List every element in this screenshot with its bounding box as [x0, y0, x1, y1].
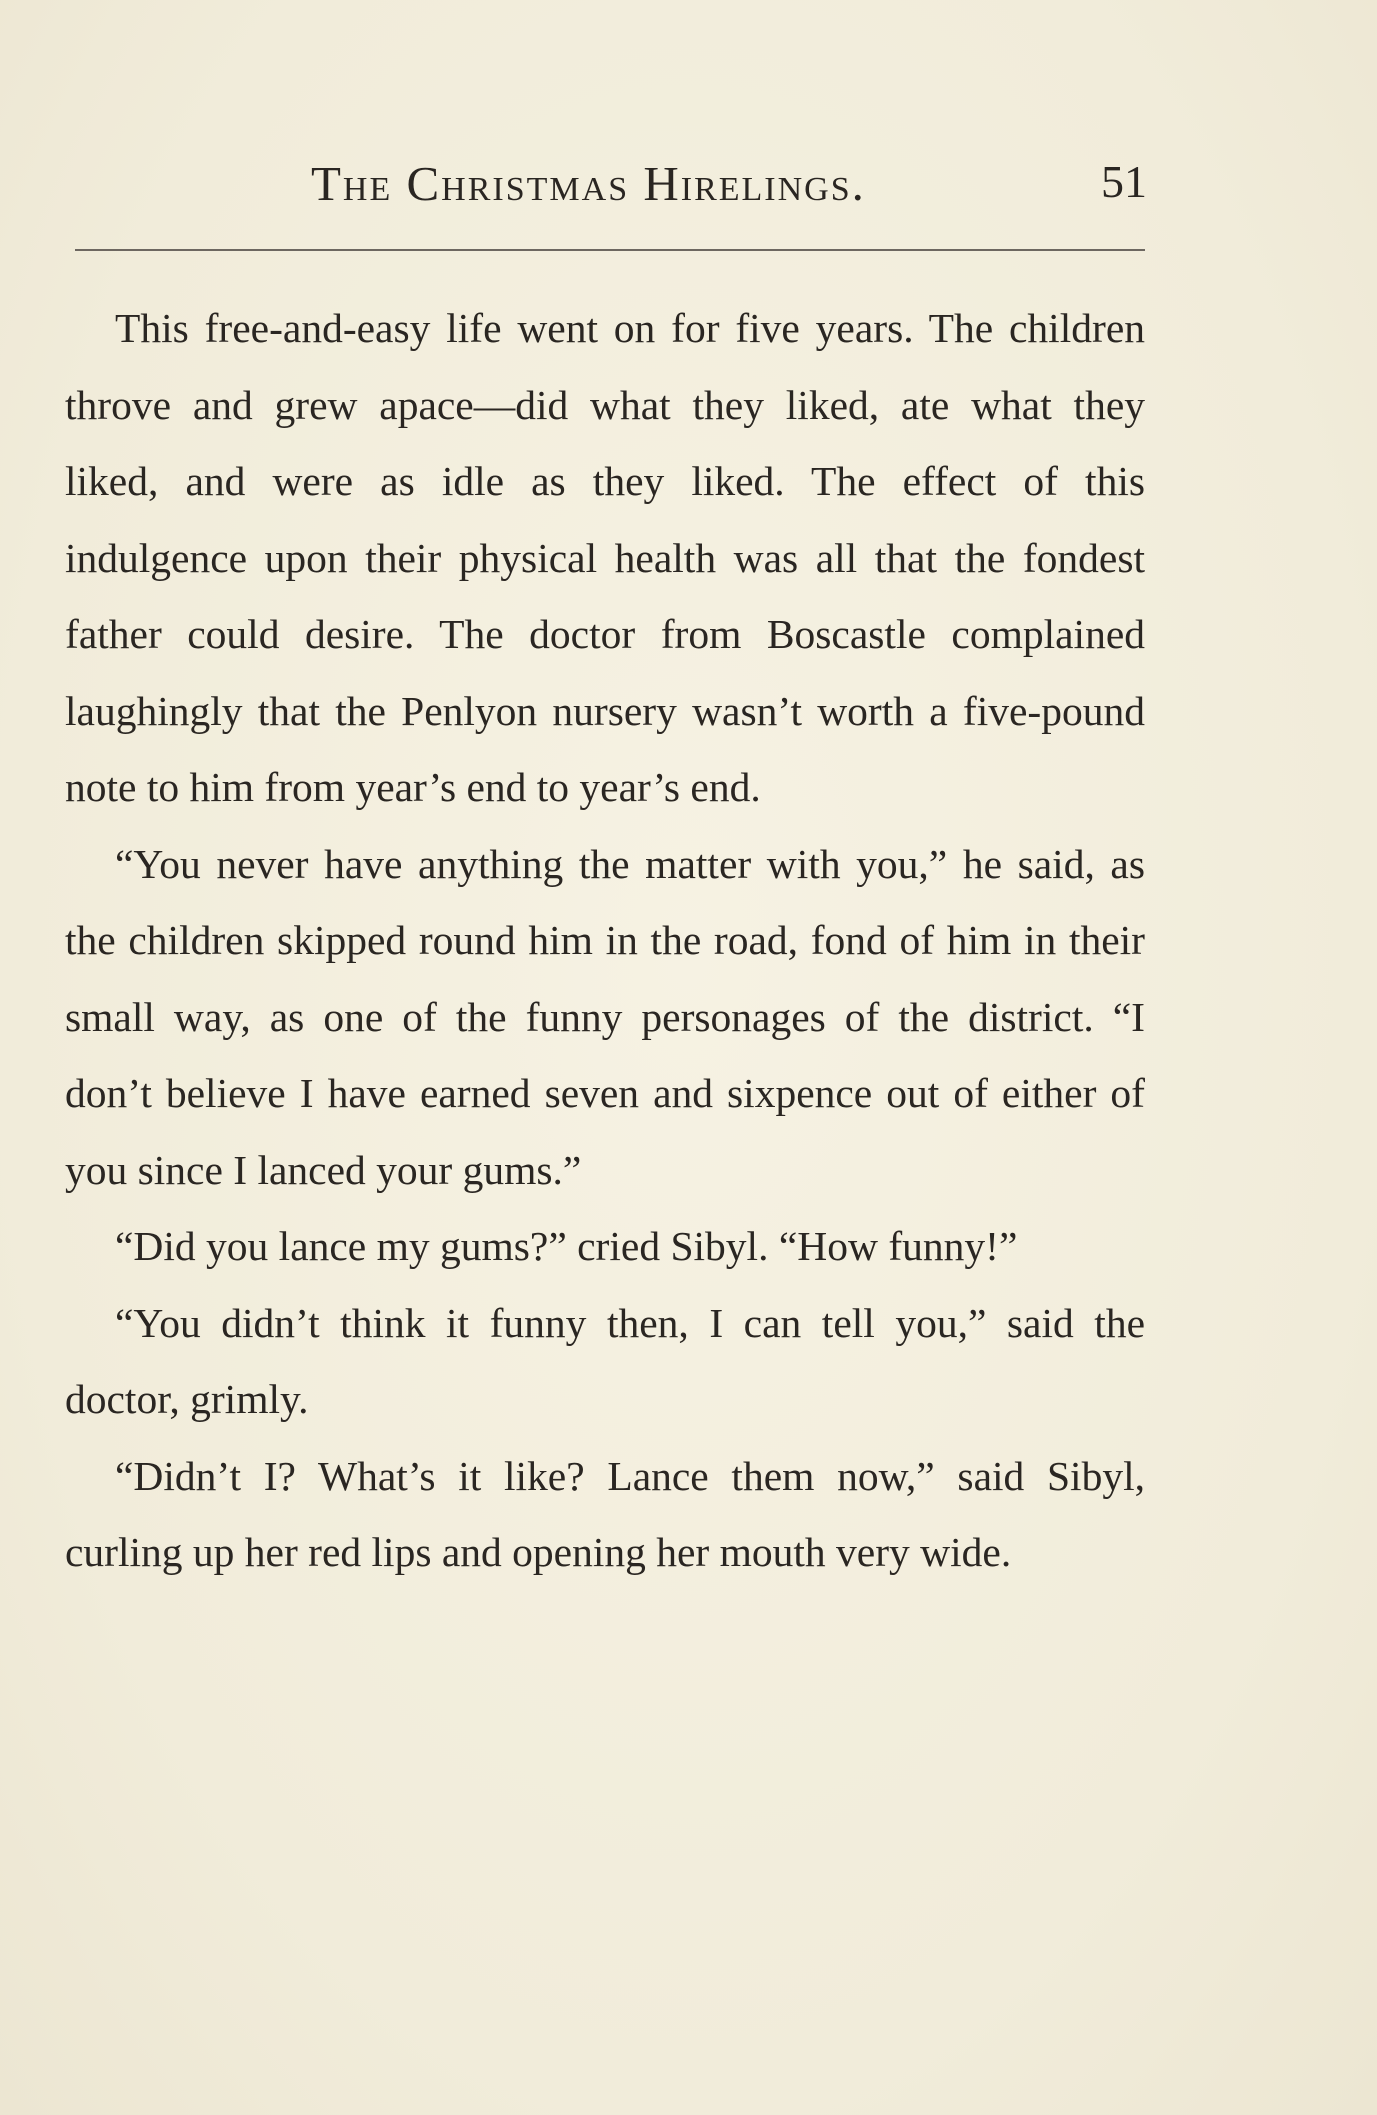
paragraph: This free-and-easy life went on for five years. The children throve and grew apace—did what they liked, ate what they liked, and were as idle as they liked. The effect of this indulgence upon their physical health was all that the fondest father could desire. The doctor from Boscastle complained laughingly that the Penlyon nursery wasn’t worth a five-pound note to him from year’s end to year’s end.	[65, 305, 1145, 810]
paragraph: “You didn’t think it funny then, I can tell you,” said the doctor, grimly.	[65, 1299, 1145, 1422]
paragraph: “Did you lance my gums?” cried Sibyl. “How funny!”	[115, 1223, 1018, 1269]
header-rule	[75, 249, 1145, 251]
running-head-title: The Christmas Hirelings.	[311, 156, 866, 211]
paragraph: “You never have anything the matter with you,” he said, as the children skipped round him in the road, fond of him in their small way, as one of the funny personages of the district. “I don’t believe I have earned seven and sixpence out of either of you since I lanced your gums.”	[65, 840, 1145, 1193]
page-number: 51	[1101, 156, 1147, 207]
paragraph: “Didn’t I? What’s it like? Lance them now,” said Sibyl, curling up her red lips and opening her mouth very wide.	[65, 1452, 1145, 1575]
running-head	[75, 155, 1145, 215]
body-text	[65, 290, 1145, 1591]
